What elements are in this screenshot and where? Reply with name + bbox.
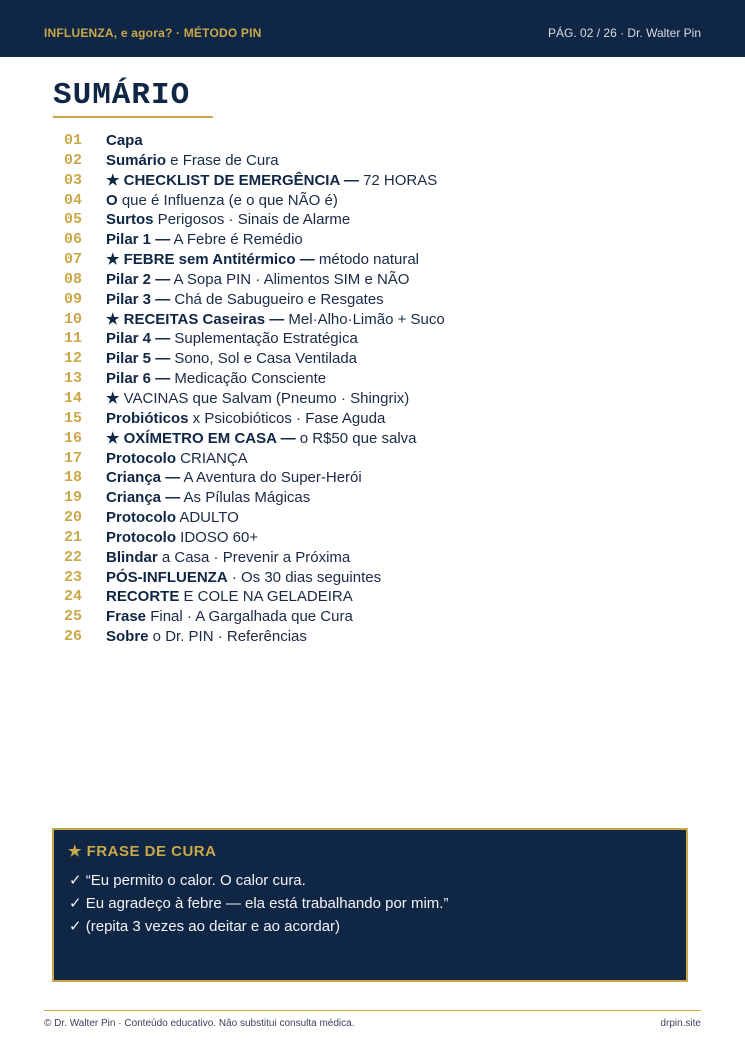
toc-item-title-bold: ★ RECEITAS Caseiras — <box>106 310 285 328</box>
toc-item-title-rest: Final · A Gargalhada que Cura <box>146 608 353 626</box>
toc-item-title-bold: Probióticos <box>106 409 189 427</box>
toc-item-number: 16 <box>64 429 83 447</box>
toc-item-title-rest: As Pílulas Mágicas <box>180 489 311 507</box>
toc-item-number: 21 <box>64 528 83 546</box>
toc-item-number: 19 <box>64 489 83 507</box>
toc-item-title <box>106 409 385 429</box>
toc-item-title-rest: o Dr. PIN · Referências <box>148 628 307 646</box>
toc-item-title-rest: que é Influenza (e o que NÃO é) <box>117 191 338 209</box>
toc-item-title <box>106 528 258 548</box>
toc-item-title <box>106 627 307 647</box>
toc-item-title-bold: ★ OXÍMETRO EM CASA — <box>106 429 296 447</box>
toc-item-title-bold: Pilar 3 — <box>106 290 171 308</box>
toc-item-title-bold: Sumário <box>106 151 167 169</box>
toc-item-number: 08 <box>64 270 83 288</box>
toc-item-number: 02 <box>64 151 83 169</box>
toc-item-title-bold: Criança — <box>106 469 181 487</box>
toc-item-title <box>106 587 353 607</box>
toc-item-number: 09 <box>64 290 83 308</box>
toc-item-title-bold: Frase <box>106 608 147 626</box>
healing-phrase-box <box>52 828 688 982</box>
toc-item-title-bold: Pilar 5 — <box>106 350 171 368</box>
toc-item-title-rest: A Febre é Remédio <box>170 231 303 249</box>
toc-item-title-rest: CRIANÇA <box>176 449 248 467</box>
toc-item-number: 01 <box>64 132 83 149</box>
toc-item-number: 12 <box>64 350 83 368</box>
toc-item-number: 18 <box>64 469 83 487</box>
toc-item-title <box>106 468 362 488</box>
toc-item-number: 13 <box>64 370 83 388</box>
footer-site: drpin.site <box>660 1018 701 1029</box>
toc-item-title <box>106 191 338 211</box>
title-underline <box>53 116 213 118</box>
toc-item-title <box>106 607 353 627</box>
toc-item-title-bold: ★ CHECKLIST DE EMERGÊNCIA — <box>106 171 359 189</box>
toc-item-title-bold: PÓS-INFLUENZA <box>106 568 228 586</box>
toc-item-title-rest: Chá de Sabugueiro e Resgates <box>170 290 384 308</box>
toc-item-title <box>106 230 303 250</box>
toc-item-title-bold: Pilar 2 — <box>106 270 171 288</box>
footer-divider <box>44 1010 701 1011</box>
toc-item-title-bold: Blindar <box>106 548 158 566</box>
toc-item-title-rest: x Psicobióticos · Fase Aguda <box>188 409 386 427</box>
toc-item-number: 14 <box>64 389 83 407</box>
toc-item-title <box>106 290 384 310</box>
toc-item-title-rest: ADULTO <box>176 509 239 527</box>
toc-item-title-rest: Sono, Sol e Casa Ventilada <box>170 350 357 368</box>
toc-item-title-bold: Capa <box>106 132 143 149</box>
toc-item-title-rest: Medicação Consciente <box>170 370 327 388</box>
toc-item-title <box>106 329 358 349</box>
toc-item-title-bold: Pilar 6 — <box>106 370 171 388</box>
toc-item-title-bold: O <box>106 191 118 209</box>
toc-item-title-bold: RECORTE <box>106 588 180 606</box>
toc-item-title-bold: ★ FEBRE sem Antitérmico — <box>106 251 315 269</box>
toc-item-title-rest: IDOSO 60+ <box>176 528 259 546</box>
toc-item-title <box>106 270 409 290</box>
toc-item-title-bold: Pilar 4 — <box>106 330 171 348</box>
toc-item-title <box>106 151 279 171</box>
toc-item-title <box>106 131 143 151</box>
toc-item-number: 22 <box>64 548 83 566</box>
toc-item-number: 23 <box>64 568 83 586</box>
toc-item-number: 20 <box>64 509 83 527</box>
healing-phrase-heading: ★ FRASE DE CURA <box>68 843 217 860</box>
toc-item-title-rest: 72 HORAS <box>358 171 438 189</box>
toc-item-title-rest: Suplementação Estratégica <box>170 330 358 348</box>
healing-phrase-line: ✓ “Eu permito o calor. O calor cura. <box>69 872 306 889</box>
footer-disclaimer: © Dr. Walter Pin · Conteúdo educativo. Não substitui consulta médica. <box>44 1018 355 1029</box>
header-page-info: PÁG. 02 / 26 · Dr. Walter Pin <box>548 26 701 40</box>
header-bar <box>0 0 745 57</box>
toc-item-title-rest: Mel·Alho·Limão + Suco <box>284 310 445 328</box>
toc-item-title-bold: ★ <box>106 389 120 407</box>
toc-item-number: 06 <box>64 231 83 249</box>
healing-phrase-line: ✓ Eu agradeço à febre — ela está trabalhando por mim.” <box>69 895 449 912</box>
toc-item-title <box>106 429 417 449</box>
toc-item-title-rest: o R$50 que salva <box>295 429 417 447</box>
toc-item-title-rest: VACINAS que Salvam (Pneumo · Shingrix) <box>119 389 410 407</box>
page-title: SUMÁRIO <box>53 78 191 113</box>
toc-item-title <box>106 449 248 469</box>
toc-item-title <box>106 568 381 588</box>
toc-item-number: 10 <box>64 310 83 328</box>
toc-item-title-bold: Protocolo <box>106 449 176 467</box>
toc-item-title-rest: E COLE NA GELADEIRA <box>179 588 353 606</box>
toc-item-title-bold: Criança — <box>106 489 181 507</box>
toc-item-number: 17 <box>64 449 83 467</box>
toc-item-title <box>106 548 350 568</box>
healing-phrase-line: ✓ (repita 3 vezes ao deitar e ao acordar) <box>69 918 341 935</box>
toc-item-title-rest: · Os 30 dias seguintes <box>227 568 382 586</box>
toc-item-title <box>106 171 437 191</box>
toc-item-number: 25 <box>64 608 83 626</box>
toc-item-title-bold: Pilar 1 — <box>106 231 171 249</box>
toc-item-number: 11 <box>64 330 83 348</box>
toc-item-title <box>106 250 419 270</box>
toc-item-number: 15 <box>64 409 83 427</box>
toc-item-title-rest: e Frase de Cura <box>166 151 279 169</box>
toc-item-title <box>106 210 350 230</box>
toc-item-title-bold: Protocolo <box>106 528 176 546</box>
toc-item-title-bold: Surtos <box>106 211 154 229</box>
toc-item-title-rest: Perigosos · Sinais de Alarme <box>153 211 351 229</box>
header-title: INFLUENZA, e agora? · MÉTODO PIN <box>44 26 262 40</box>
toc-item-title <box>106 310 445 330</box>
toc-item-title-rest: método natural <box>314 251 419 269</box>
toc-item-title-rest: a Casa · Prevenir a Próxima <box>157 548 351 566</box>
toc-item-title <box>106 508 239 528</box>
toc-item-title <box>106 389 409 409</box>
toc-item-title <box>106 349 357 369</box>
toc-item-number: 03 <box>64 171 83 189</box>
toc-item-title-bold: Sobre <box>106 628 149 646</box>
toc-item-number: 04 <box>64 191 83 209</box>
toc-item-title-rest: A Sopa PIN · Alimentos SIM e NÃO <box>170 270 410 288</box>
toc-item-number: 24 <box>64 588 83 606</box>
toc-item-title-rest: A Aventura do Super-Herói <box>180 469 362 487</box>
toc-item-number: 05 <box>64 211 83 229</box>
toc-item-title <box>106 369 326 389</box>
toc-item-title <box>106 488 310 508</box>
toc-item-title-bold: Protocolo <box>106 509 176 527</box>
toc-item-number: 07 <box>64 251 83 269</box>
toc-item-number: 26 <box>64 628 83 646</box>
